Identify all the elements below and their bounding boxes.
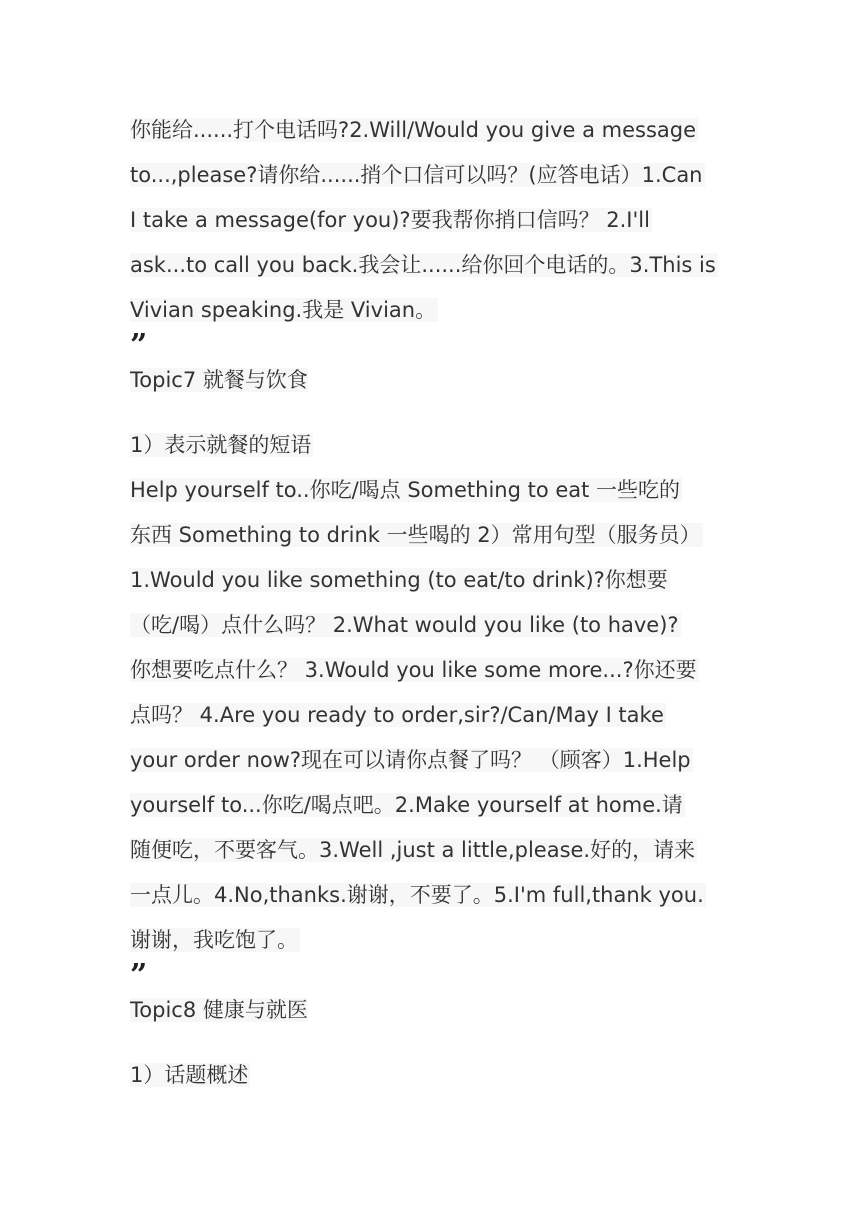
text-line: Help yourself to..你吃/喝点 Something to eat 一些吃的: [130, 478, 681, 502]
text-line: ask...to call you back.我会让......给你回个电话的。3.This is: [130, 253, 716, 277]
document-page: [130, 108, 740, 1098]
text-line: 一点儿。4.No,thanks.谢谢，不要了。5.I'm full,thank you.: [130, 883, 704, 907]
text-line: 谢谢，我吃饱了。: [130, 928, 298, 952]
spacer: [130, 403, 740, 423]
text-line: I take a message(for you)?要我帮你捎口信吗？ 2.I'll: [130, 208, 650, 232]
text-line: your order now?现在可以请你点餐了吗？ （顾客）1.Help: [130, 748, 691, 772]
phone-phrases-paragraph: [130, 108, 740, 333]
spacer: [130, 1033, 740, 1053]
text-line: 你能给......打个电话吗?2.Will/Would you give a message: [130, 118, 697, 142]
text-line: 随便吃，不要客气。3.Well ,just a little,please.好的，请来: [130, 838, 696, 862]
topic8-subheading: 1）话题概述: [130, 1063, 249, 1087]
topic7-heading: Topic7 就餐与饮食: [130, 368, 308, 392]
text-line: 点吗？ 4.Are you ready to order,sir?/Can/May I take: [130, 703, 664, 727]
quote-mark-icon: ”: [130, 328, 146, 363]
text-line: 东西 Something to drink 一些喝的 2）常用句型（服务员）: [130, 523, 701, 547]
topic7-subheading: 1）表示就餐的短语: [130, 433, 312, 457]
dining-phrases-paragraph: [130, 468, 740, 963]
quote-mark-icon: ”: [130, 958, 146, 993]
topic8-heading: Topic8 健康与就医: [130, 998, 308, 1022]
text-line: yourself to...你吃/喝点吧。2.Make yourself at home.请: [130, 793, 683, 817]
text-line: Vivian speaking.我是 Vivian。: [130, 298, 437, 322]
text-line: to...,please?请你给......捎个口信可以吗？(应答电话）1.Can: [130, 163, 703, 187]
text-line: （吃/喝）点什么吗？ 2.What would you like (to have)?: [130, 613, 679, 637]
text-line: 1.Would you like something (to eat/to drink)?你想要: [130, 568, 668, 592]
text-line: 你想要吃点什么？ 3.Would you like some more...?你还要: [130, 658, 697, 682]
